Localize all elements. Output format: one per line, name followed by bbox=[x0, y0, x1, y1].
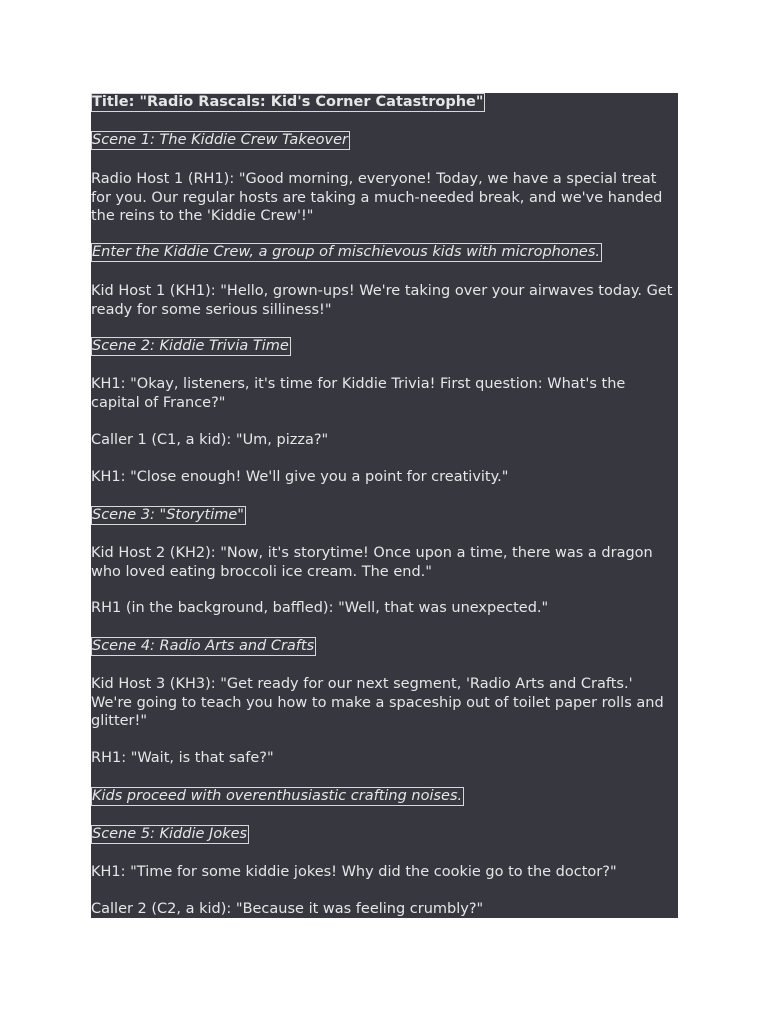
script-title: Title: "Radio Rascals: Kid's Corner Catastrophe" bbox=[92, 94, 484, 110]
scene-heading-text: Scene 5: Kiddie Jokes bbox=[92, 826, 248, 842]
dialogue-line: RH1 (in the background, baffled): "Well, that was unexpected." bbox=[91, 600, 549, 616]
dialogue-line: Caller 1 (C1, a kid): "Um, pizza?" bbox=[91, 432, 329, 448]
stage-direction-2 bbox=[91, 787, 678, 806]
scene-heading-4 bbox=[91, 637, 678, 656]
dialogue-line: KH1: "Close enough! We'll give you a point for creativity." bbox=[91, 469, 509, 485]
scene-heading-text: Scene 4: Radio Arts and Crafts bbox=[92, 638, 315, 654]
script-document bbox=[91, 93, 678, 918]
dialogue-line: RH1: "Wait, is that safe?" bbox=[91, 750, 274, 766]
dialogue-line: Caller 2 (C2, a kid): "Because it was feeling crumbly?" bbox=[91, 901, 484, 917]
script-title-line bbox=[91, 93, 678, 112]
scene-heading-5 bbox=[91, 825, 678, 844]
dialogue-line: Kid Host 3 (KH3): "Get ready for our next segment, 'Radio Arts and Crafts.' We're going to teach you how to make a spaceship out of toilet paper rolls and glitter!" bbox=[91, 676, 664, 729]
scene-heading-2 bbox=[91, 337, 678, 356]
dialogue-line: Radio Host 1 (RH1): "Good morning, everyone! Today, we have a special treat for you. Our regular hosts are taking a much-needed break, and we've handed the reins to the 'Kiddie Crew'!" bbox=[91, 171, 663, 224]
scene-heading-text: Scene 3: "Storytime" bbox=[92, 507, 244, 523]
dialogue-line: Kid Host 1 (KH1): "Hello, grown-ups! We're taking over your airwaves today. Get ready for some serious silliness!" bbox=[91, 283, 673, 318]
stage-direction-text: Kids proceed with overenthusiastic crafting noises. bbox=[92, 788, 463, 804]
scene-heading-text: Scene 1: The Kiddie Crew Takeover bbox=[92, 132, 348, 148]
dialogue-line: KH1: "Time for some kiddie jokes! Why did the cookie go to the doctor?" bbox=[91, 864, 617, 880]
scene-heading-text: Scene 2: Kiddie Trivia Time bbox=[92, 338, 289, 354]
stage-direction-1 bbox=[91, 243, 678, 262]
stage-direction-text: Enter the Kiddie Crew, a group of mischievous kids with microphones. bbox=[92, 244, 601, 260]
scene-heading-3 bbox=[91, 506, 678, 525]
scene-heading-1 bbox=[91, 131, 678, 150]
dialogue-line: Kid Host 2 (KH2): "Now, it's storytime! Once upon a time, there was a dragon who loved eating broccoli ice cream. The end." bbox=[91, 545, 653, 580]
dialogue-line: KH1: "Okay, listeners, it's time for Kiddie Trivia! First question: What's the capital of France?" bbox=[91, 376, 626, 411]
